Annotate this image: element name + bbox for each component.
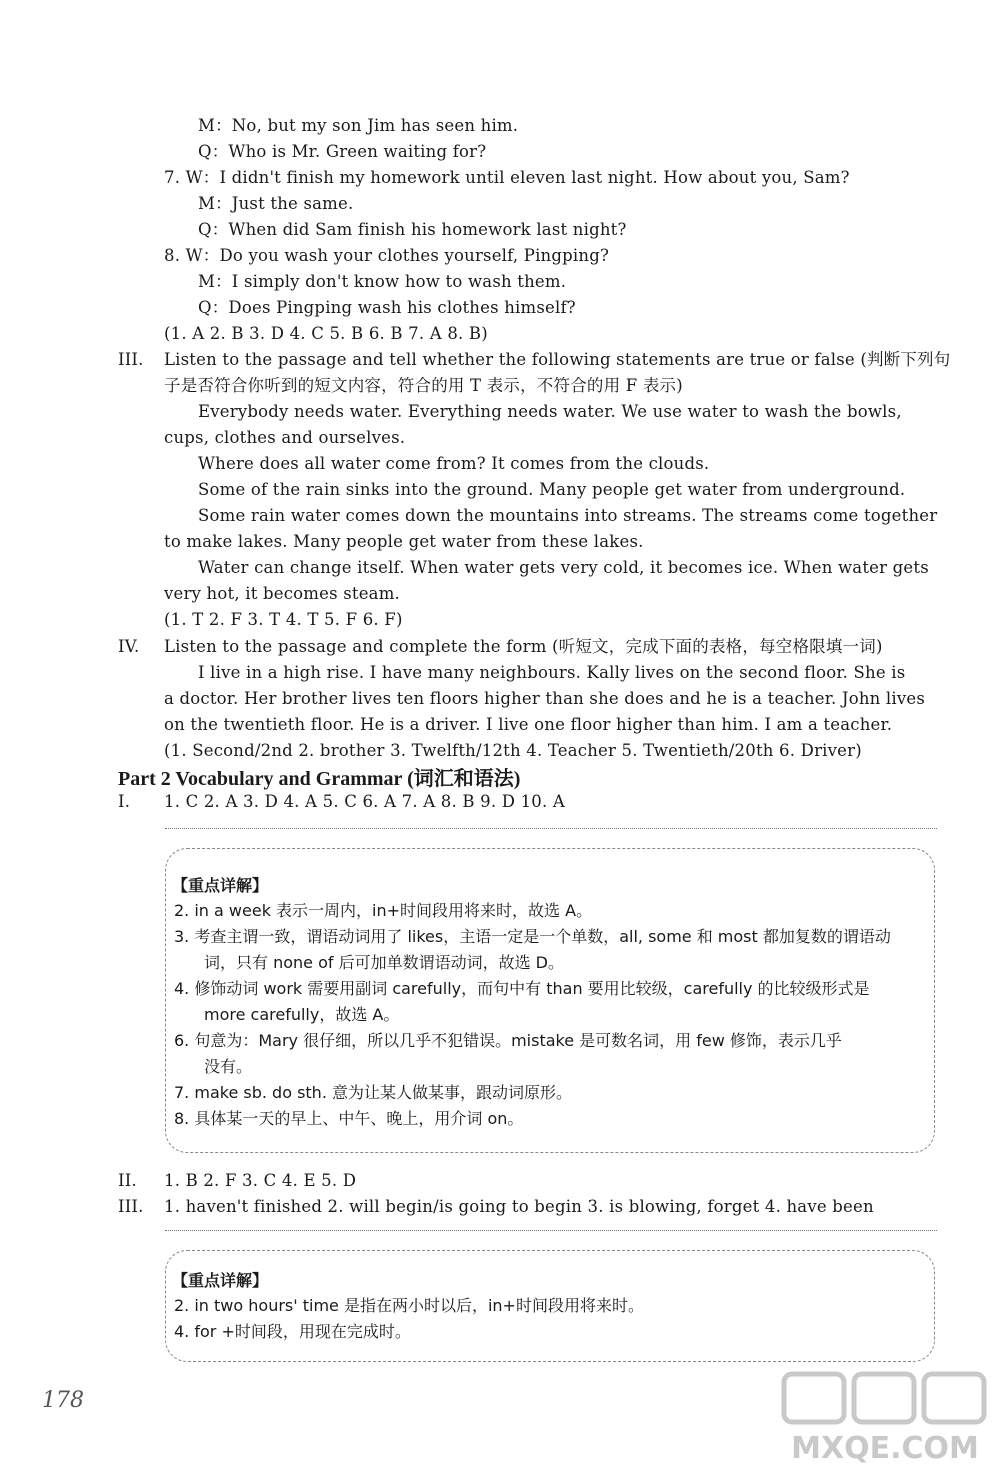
- section-label: I.: [118, 792, 131, 811]
- svg-text:MXQE.COM: MXQE.COM: [791, 1431, 979, 1465]
- part-heading: Part 2 Vocabulary and Grammar (词汇和语法): [118, 768, 521, 790]
- passage-line: to make lakes. Many people get water from these lakes.: [164, 532, 644, 551]
- passage-line: Some rain water comes down the mountains into streams. The streams come together: [198, 506, 938, 525]
- dialog-line: 8. W：Do you wash your clothes yourself, Pingping?: [164, 246, 610, 265]
- answer-line: (1. T 2. F 3. T 4. T 5. F 6. F): [164, 610, 403, 629]
- page-number: 178: [42, 1388, 84, 1413]
- passage-line: very hot, it becomes steam.: [164, 584, 400, 603]
- passage-line: Where does all water come from? It comes from the clouds.: [198, 454, 710, 473]
- passage-line: I live in a high rise. I have many neighbours. Kally lives on the second floor. She is: [198, 663, 906, 682]
- dotted-divider: [165, 1230, 937, 1231]
- dialog-line: M：I simply don't know how to wash them.: [198, 272, 567, 291]
- answer-line: 1. haven't finished 2. will begin/is going to begin 3. is blowing, forget 4. have been: [164, 1197, 874, 1216]
- explanation-heading: 【重点详解】: [172, 1271, 269, 1290]
- dialog-line: Q：When did Sam finish his homework last night?: [198, 220, 627, 239]
- explanation-line: 词，只有 none of 后可加单数谓语动词，故选 D。: [204, 953, 565, 972]
- explanation-line: 没有。: [204, 1057, 253, 1076]
- dialog-line: M：No, but my son Jim has seen him.: [198, 116, 519, 135]
- watermark-logo: [780, 1370, 990, 1465]
- explanation-line: 7. make sb. do sth. 意为让某人做某事，跟动词原形。: [174, 1083, 572, 1102]
- passage-line: cups, clothes and ourselves.: [164, 428, 406, 447]
- explanation-line: 8. 具体某一天的早上、中午、晚上，用介词 on。: [174, 1109, 524, 1128]
- section-label: IV.: [118, 637, 140, 656]
- section-label: III.: [118, 350, 144, 369]
- dialog-line: Q：Does Pingping wash his clothes himself?: [198, 298, 576, 317]
- passage-line: a doctor. Her brother lives ten floors higher than she does and he is a teacher. John lives: [164, 689, 926, 708]
- explanation-heading: 【重点详解】: [172, 876, 269, 895]
- explanation-line: 4. 修饰动词 work 需要用副词 carefully，而句中有 than 要用比较级，carefully 的比较级形式是: [174, 979, 870, 998]
- answer-line: (1. A 2. B 3. D 4. C 5. B 6. B 7. A 8. B): [164, 324, 488, 343]
- passage-line: on the twentieth floor. He is a driver. I live one floor higher than him. I am a teacher.: [164, 715, 893, 734]
- section-instruction: 子是否符合你听到的短文内容，符合的用 T 表示，不符合的用 F 表示): [164, 376, 683, 395]
- explanation-line: 3. 考查主谓一致，谓语动词用了 likes，主语一定是一个单数，all, some 和 most 都加复数的谓语动: [174, 927, 891, 946]
- dialog-line: 7. W：I didn't finish my homework until eleven last night. How about you, Sam?: [164, 168, 850, 187]
- explanation-line: 2. in a week 表示一周内，in+时间段用将来时，故选 A。: [174, 901, 593, 920]
- passage-line: Everybody needs water. Everything needs water. We use water to wash the bowls,: [198, 402, 902, 421]
- explanation-line: 2. in two hours' time 是指在两小时以后，in+时间段用将来时。: [174, 1296, 644, 1315]
- dialog-line: Q：Who is Mr. Green waiting for?: [198, 142, 487, 161]
- section-label: II.: [118, 1171, 137, 1190]
- answer-line: (1. Second/2nd 2. brother 3. Twelfth/12th 4. Teacher 5. Twentieth/20th 6. Driver): [164, 741, 862, 760]
- dialog-line: M：Just the same.: [198, 194, 354, 213]
- section-label: III.: [118, 1197, 144, 1216]
- answer-line: 1. B 2. F 3. C 4. E 5. D: [164, 1171, 357, 1190]
- passage-line: Some of the rain sinks into the ground. Many people get water from underground.: [198, 480, 906, 499]
- dotted-divider: [165, 828, 937, 829]
- section-instruction: Listen to the passage and complete the form (听短文，完成下面的表格，每空格限填一词): [164, 637, 883, 656]
- passage-line: Water can change itself. When water gets very cold, it becomes ice. When water gets: [198, 558, 929, 577]
- explanation-line: more carefully，故选 A。: [204, 1005, 400, 1024]
- explanation-line: 4. for +时间段，用现在完成时。: [174, 1322, 411, 1341]
- answer-line: 1. C 2. A 3. D 4. A 5. C 6. A 7. A 8. B 9. D 10. A: [164, 792, 565, 811]
- explanation-line: 6. 句意为：Mary 很仔细，所以几乎不犯错误。mistake 是可数名词，用 few 修饰，表示几乎: [174, 1031, 842, 1050]
- section-instruction: Listen to the passage and tell whether the following statements are true or false (判断下列句: [164, 350, 951, 369]
